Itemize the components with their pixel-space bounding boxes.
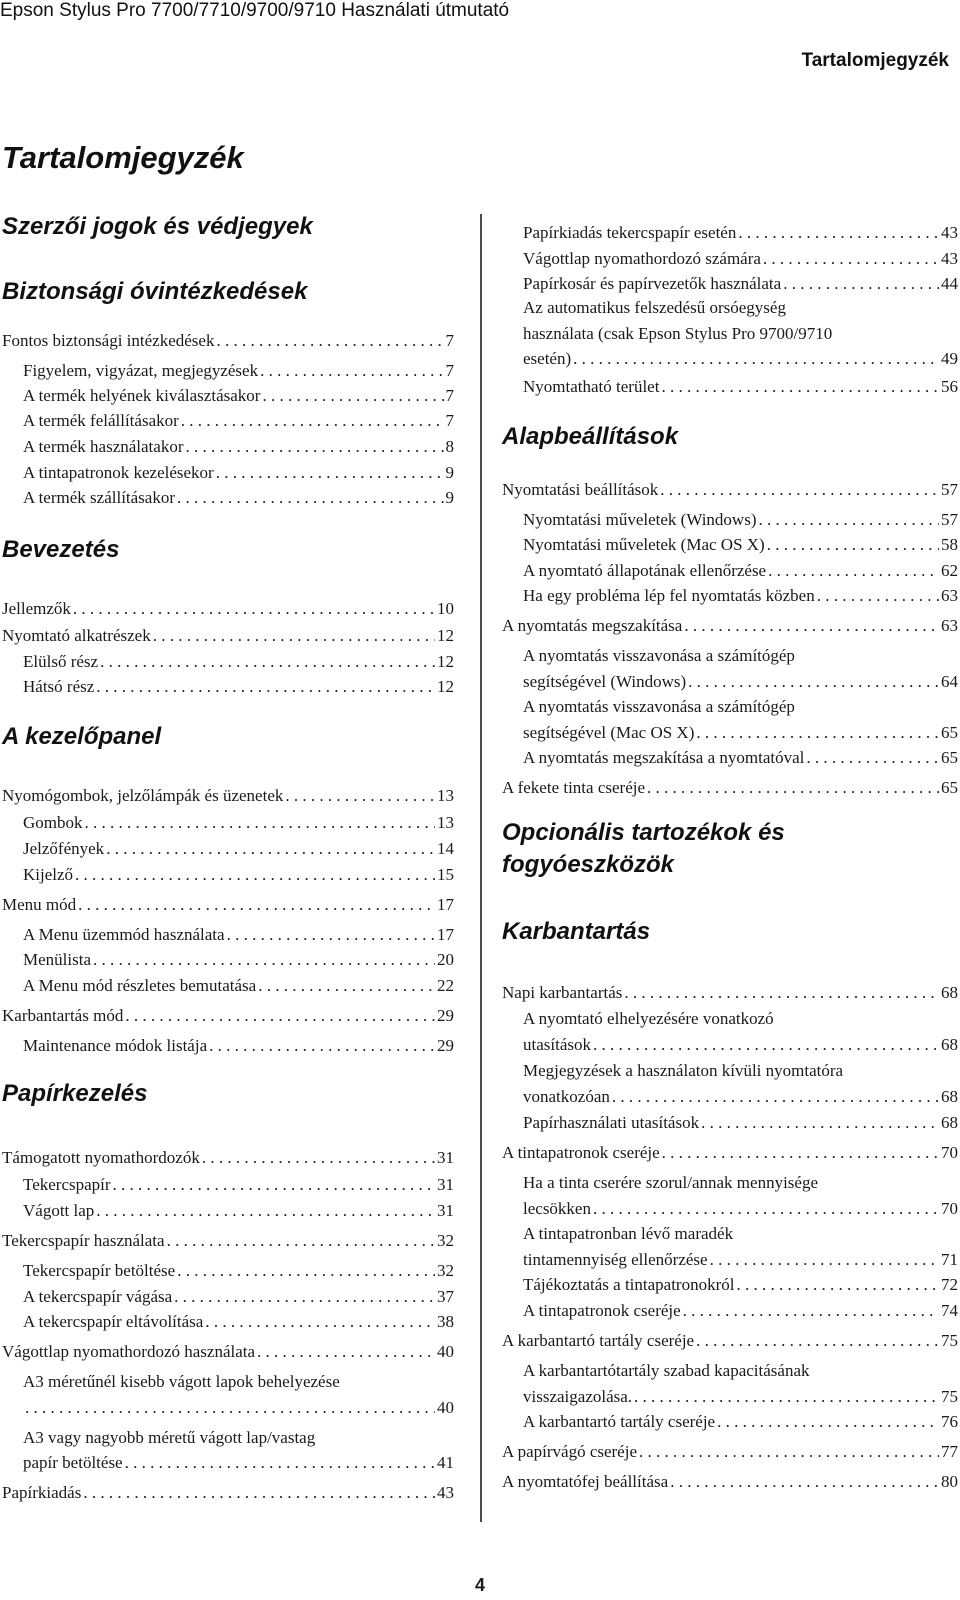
toc-entry — [23, 361, 454, 381]
toc-leader-dots — [696, 1331, 939, 1351]
toc-entry — [523, 377, 958, 397]
toc-entry — [502, 983, 958, 1003]
toc-entry-text: A termék felállításakor — [23, 411, 179, 430]
toc-entry — [23, 1398, 454, 1418]
toc-entry-text: A tekercspapír vágása — [23, 1287, 173, 1306]
toc-leader-dots — [285, 786, 435, 806]
toc-page-number: 40 — [437, 1342, 454, 1361]
toc-entry-text: Nyomtatható terület — [523, 377, 660, 396]
toc-entry — [23, 677, 454, 697]
toc-entry-text: A karbantartó tartály cseréje — [523, 1412, 716, 1431]
toc-entry-text: Jelzőfények — [23, 839, 105, 858]
toc-entry-text: A3 méretűnél kisebb vágott lapok behelyezése — [23, 1372, 340, 1391]
toc-page-number: 7 — [445, 331, 454, 350]
toc-section-heading: Biztonsági óvintézkedések — [2, 278, 308, 305]
toc-leader-dots — [125, 1006, 435, 1026]
toc-entry-text: papír betöltése — [23, 1453, 123, 1472]
toc-entry-text: vonatkozóan — [523, 1087, 610, 1106]
toc-entry — [23, 488, 454, 508]
toc-leader-dots — [258, 976, 435, 996]
toc-entry — [23, 437, 454, 457]
toc-leader-dots — [96, 677, 435, 697]
toc-section-heading: Papírkezelés — [2, 1080, 148, 1107]
toc-entry — [2, 786, 454, 806]
toc-leader-dots — [177, 488, 443, 508]
toc-page-number: 12 — [437, 677, 454, 696]
toc-page-number: 75 — [941, 1387, 958, 1406]
toc-entry — [523, 535, 958, 555]
toc-page-number: 68 — [941, 1035, 958, 1054]
toc-page-number: 12 — [437, 652, 454, 671]
toc-page-number: 17 — [437, 895, 454, 914]
toc-entry — [23, 976, 454, 996]
page-title: Tartalomjegyzék — [2, 140, 244, 175]
toc-page-number: 68 — [941, 1087, 958, 1106]
toc-entry — [502, 1331, 958, 1351]
toc-entry — [523, 1113, 958, 1133]
toc-entry-text: Vágott lap — [23, 1201, 95, 1220]
toc-page-number: 65 — [941, 778, 958, 797]
toc-page-number: 31 — [437, 1148, 454, 1167]
toc-entry-text: Hátsó rész — [23, 677, 95, 696]
toc-leader-dots — [73, 599, 435, 619]
toc-leader-dots — [216, 463, 444, 483]
toc-page-number: 41 — [437, 1453, 454, 1472]
toc-page-number: 58 — [941, 535, 958, 554]
toc-entry — [23, 1175, 454, 1195]
toc-page-number: 7 — [445, 361, 454, 380]
toc-entry-text: Az automatikus felszedésű orsóegység — [523, 298, 786, 317]
toc-entry — [23, 865, 454, 885]
toc-entry-text: A nyomtató állapotának ellenőrzése — [523, 561, 767, 580]
toc-entry — [523, 274, 958, 294]
toc-entry-text: A termék helyének kiválasztásakor — [23, 386, 261, 405]
toc-page-number: 32 — [437, 1231, 454, 1250]
toc-entry — [502, 1143, 958, 1163]
toc-entry-text: A fekete tinta cseréje — [502, 778, 646, 797]
toc-entry-text: A karbantartó tartály cseréje — [502, 1331, 695, 1350]
toc-section-heading: Bevezetés — [2, 536, 120, 563]
toc-entry-text: Ha egy probléma lép fel nyomtatás közben — [523, 586, 815, 605]
toc-entry — [23, 463, 454, 483]
toc-entry-text: Elülső rész — [23, 652, 99, 671]
toc-leader-dots — [181, 411, 444, 431]
toc-page-number: 40 — [437, 1398, 454, 1417]
toc-entry-text: Vágottlap nyomathordozó használata — [2, 1342, 256, 1361]
toc-page-number: 8 — [445, 437, 454, 456]
toc-page-number: 17 — [437, 925, 454, 944]
toc-entry — [523, 561, 958, 581]
toc-leader-dots — [661, 377, 939, 397]
toc-section-heading: A kezelőpanel — [2, 723, 162, 750]
toc-entry-text: A nyomtatás megszakítása a nyomtatóval — [523, 748, 805, 767]
toc-entry — [23, 1312, 454, 1332]
toc-entry — [23, 1453, 454, 1473]
toc-leader-dots — [85, 813, 436, 833]
toc-entry-text: A termék használatakor — [23, 437, 184, 456]
toc-entry-text: visszaigazolása. — [523, 1387, 633, 1406]
toc-page-number: 29 — [437, 1036, 454, 1055]
toc-section-heading: Alapbeállítások — [502, 423, 679, 450]
toc-page-number: 74 — [941, 1301, 958, 1320]
toc-entry-text: Támogatott nyomathordozók — [2, 1148, 200, 1167]
toc-entry-text: Nyomtatási műveletek (Mac OS X) — [523, 535, 765, 554]
toc-leader-dots — [806, 748, 939, 768]
toc-page-number: 68 — [941, 983, 958, 1002]
toc-page-number: 63 — [941, 586, 958, 605]
toc-entry — [502, 616, 958, 636]
toc-page-number: 31 — [437, 1175, 454, 1194]
toc-entry-text: Papírhasználati utasítások — [523, 1113, 700, 1132]
toc-leader-dots — [186, 437, 444, 457]
toc-page-number: 70 — [941, 1199, 958, 1218]
toc-leader-dots — [738, 223, 939, 243]
toc-page-number: 63 — [941, 616, 958, 635]
toc-entry-text: Megjegyzések a használaton kívüli nyomtatóra — [523, 1061, 844, 1080]
toc-leader-dots — [202, 1148, 435, 1168]
toc-page-number: 75 — [941, 1331, 958, 1350]
toc-leader-dots — [205, 1312, 435, 1332]
toc-entry-text: Tekercspapír betöltése — [23, 1261, 176, 1280]
toc-entry — [2, 626, 454, 646]
toc-page-number: 49 — [941, 349, 958, 368]
toc-section-heading: Opcionális tartozékok és — [502, 819, 785, 846]
toc-entry — [523, 1412, 958, 1432]
toc-leader-dots — [612, 1087, 939, 1107]
toc-entry-text: A papírvágó cseréje — [502, 1442, 637, 1461]
toc-page-number: 31 — [437, 1201, 454, 1220]
toc-entry-text: utasítások — [523, 1035, 591, 1054]
toc-entry-text: A tintapatronban lévő maradék — [523, 1224, 734, 1243]
toc-page-number: 64 — [941, 672, 958, 691]
toc-page-number: 38 — [437, 1312, 454, 1331]
toc-entry — [523, 349, 958, 369]
toc-leader-dots — [262, 386, 443, 406]
toc-page-number: 43 — [941, 223, 958, 242]
toc-page-number: 77 — [941, 1442, 958, 1461]
toc-entry-text: A tintapatronok cseréje — [502, 1143, 660, 1162]
toc-entry-text: Vágottlap nyomathordozó számára — [523, 249, 761, 268]
toc-page-number: 57 — [941, 510, 958, 529]
toc-entry-text: A tintapatronok kezelésekor — [23, 463, 214, 482]
column-divider — [480, 214, 482, 1522]
toc-leader-dots — [209, 1036, 435, 1056]
toc-entry — [523, 1387, 958, 1407]
toc-entry — [523, 510, 958, 530]
toc-leader-dots — [593, 1199, 939, 1219]
toc-page-number: 13 — [437, 813, 454, 832]
toc-entry — [2, 1483, 454, 1503]
toc-leader-dots — [768, 561, 939, 581]
toc-leader-dots — [710, 1250, 939, 1270]
toc-page-number: 72 — [941, 1275, 958, 1294]
toc-entry-text: A nyomtatófej beállítása — [502, 1472, 669, 1491]
toc-leader-dots — [153, 626, 435, 646]
toc-page-number: 70 — [941, 1143, 958, 1162]
toc-entry — [23, 386, 454, 406]
toc-page-number: 13 — [437, 786, 454, 805]
toc-entry — [2, 1148, 454, 1168]
toc-leader-dots — [684, 616, 939, 636]
toc-entry — [523, 748, 958, 768]
toc-leader-dots — [125, 1453, 435, 1473]
toc-leader-dots — [78, 895, 435, 915]
toc-entry-text: esetén) — [523, 349, 572, 368]
toc-entry-text: Jellemzők — [2, 599, 71, 618]
toc-page-number: 14 — [437, 839, 454, 858]
toc-entry-text: Papírkosár és papírvezetők használata — [523, 274, 782, 293]
toc-entry — [2, 895, 454, 915]
toc-entry-text: lecsökken — [523, 1199, 591, 1218]
toc-entry — [2, 331, 454, 351]
toc-entry — [23, 813, 454, 833]
toc-leader-dots — [662, 1143, 939, 1163]
toc-leader-dots — [260, 361, 443, 381]
toc-page-number: 7 — [445, 386, 454, 405]
toc-page-number: 71 — [941, 1250, 958, 1269]
toc-page-number: 76 — [941, 1412, 958, 1431]
toc-entry-text: Papírkiadás — [2, 1483, 82, 1502]
toc-leader-dots — [683, 1301, 939, 1321]
toc-leader-dots — [783, 274, 939, 294]
toc-entry — [23, 1201, 454, 1221]
toc-leader-dots — [96, 1201, 435, 1221]
toc-entry-text: tintamennyiség ellenőrzése — [523, 1250, 708, 1269]
toc-leader-dots — [167, 1231, 435, 1251]
toc-entry-text: Fontos biztonsági intézkedések — [2, 331, 215, 350]
toc-leader-dots — [660, 480, 939, 500]
toc-leader-dots — [647, 778, 939, 798]
toc-entry — [523, 1301, 958, 1321]
toc-entry-text: Tájékoztatás a tintapatronokról — [523, 1275, 735, 1294]
toc-entry-text: A karbantartótartály szabad kapacitásának — [523, 1361, 810, 1380]
toc-section-heading: fogyóeszközök — [502, 851, 675, 878]
toc-section-heading: Szerzői jogok és védjegyek — [2, 213, 313, 240]
toc-leader-dots — [817, 586, 939, 606]
toc-entry-text: A nyomtatás megszakítása — [502, 616, 683, 635]
toc-page-number: 44 — [941, 274, 958, 293]
toc-leader-dots — [767, 535, 939, 555]
toc-page-number: 9 — [445, 463, 454, 482]
toc-page-number: 62 — [941, 561, 958, 580]
toc-entry — [2, 1342, 454, 1362]
toc-leader-dots — [106, 839, 435, 859]
toc-page-number: 68 — [941, 1113, 958, 1132]
toc-entry-text: A3 vagy nagyobb méretű vágott lap/vastag — [23, 1428, 316, 1447]
toc-entry-text: Nyomtatási beállítások — [502, 480, 659, 499]
toc-leader-dots — [763, 249, 939, 269]
toc-page-number: 20 — [437, 950, 454, 969]
toc-entry-text: Tekercspapír használata — [2, 1231, 165, 1250]
toc-entry-text: Figyelem, vigyázat, megjegyzések — [23, 361, 259, 380]
toc-leader-dots — [624, 983, 939, 1003]
toc-entry — [23, 1261, 454, 1281]
toc-section-heading: Karbantartás — [502, 918, 651, 945]
toc-page-number: 9 — [445, 488, 454, 507]
toc-entry-text: A Menu üzemmód használata — [23, 925, 225, 944]
toc-page-number: 57 — [941, 480, 958, 499]
toc-entry-text: A termék szállításakor — [23, 488, 176, 507]
toc-entry — [523, 1087, 958, 1107]
toc-entry-text: A Menu mód részletes bemutatása — [23, 976, 257, 995]
toc-entry-text: Kijelző — [23, 865, 74, 884]
toc-entry-text: A nyomtató elhelyezésére vonatkozó — [523, 1009, 774, 1028]
toc-entry-text: Nyomtatási műveletek (Windows) — [523, 510, 757, 529]
toc-entry-text: használata (csak Epson Stylus Pro 9700/9710 — [523, 324, 833, 343]
toc-entry-text: Nyomógombok, jelzőlámpák és üzenetek — [2, 786, 284, 805]
toc-leader-dots — [257, 1342, 435, 1362]
toc-entry — [523, 723, 958, 743]
toc-entry — [523, 672, 958, 692]
toc-leader-dots — [696, 723, 939, 743]
toc-entry — [502, 778, 958, 798]
toc-entry-text: Menülista — [23, 950, 91, 969]
toc-page-number: 37 — [437, 1287, 454, 1306]
toc-leader-dots — [100, 652, 435, 672]
toc-entry — [23, 1036, 454, 1056]
toc-entry-text: Karbantartás mód — [2, 1006, 124, 1025]
toc-leader-dots — [174, 1287, 435, 1307]
toc-entry-text: Nyomtató alkatrészek — [2, 626, 151, 645]
toc-entry-text: Ha a tinta cserére szorul/annak mennyisége — [523, 1173, 819, 1192]
toc-leader-dots — [717, 1412, 939, 1432]
toc-leader-dots — [227, 925, 435, 945]
toc-entry — [502, 1442, 958, 1462]
toc-page-number: 56 — [941, 377, 958, 396]
toc-entry — [523, 223, 958, 243]
toc-leader-dots — [758, 510, 939, 530]
toc-entry — [23, 652, 454, 672]
toc-entry — [502, 480, 958, 500]
toc-entry — [23, 950, 454, 970]
toc-entry — [523, 1250, 958, 1270]
toc-entry-text: A nyomtatás visszavonása a számítógép — [523, 646, 795, 665]
toc-entry — [23, 1287, 454, 1307]
toc-page-number: 32 — [437, 1261, 454, 1280]
toc-page-number: 15 — [437, 865, 454, 884]
toc-page-number: 22 — [437, 976, 454, 995]
toc-entry — [23, 839, 454, 859]
toc-page-number: 10 — [437, 599, 454, 618]
toc-entry — [502, 1472, 958, 1492]
toc-entry — [2, 1006, 454, 1026]
toc-entry-text: Menu mód — [2, 895, 77, 914]
toc-leader-dots — [113, 1175, 435, 1195]
toc-entry-text: Gombok — [23, 813, 83, 832]
toc-leader-dots — [736, 1275, 939, 1295]
toc-leader-dots — [93, 950, 435, 970]
toc-entry — [523, 586, 958, 606]
toc-leader-dots — [670, 1472, 939, 1492]
toc-entry — [23, 411, 454, 431]
toc-entry — [523, 1275, 958, 1295]
toc-page-number: 43 — [437, 1483, 454, 1502]
running-header-product: Epson Stylus Pro 7700/7710/9700/9710 Használati útmutató — [0, 0, 510, 21]
toc-entry-text: Papírkiadás tekercspapír esetén — [523, 223, 737, 242]
toc-page-number: 7 — [445, 411, 454, 430]
toc-leader-dots — [639, 1442, 939, 1462]
toc-entry-text: A tekercspapír eltávolítása — [23, 1312, 204, 1331]
toc-entry — [23, 925, 454, 945]
toc-leader-dots — [216, 331, 443, 351]
toc-page-number: 65 — [941, 723, 958, 742]
toc-leader-dots — [701, 1113, 939, 1133]
toc-page-number: 80 — [941, 1472, 958, 1491]
page-number: 4 — [474, 1575, 485, 1595]
toc-entry-text: Tekercspapír — [23, 1175, 111, 1194]
toc-leader-dots — [688, 672, 939, 692]
running-header-section: Tartalomjegyzék — [801, 50, 949, 71]
toc-leader-dots — [75, 865, 435, 885]
toc-entry — [523, 1199, 958, 1219]
toc-page-number: 65 — [941, 748, 958, 767]
toc-page-number: 12 — [437, 626, 454, 645]
toc-leader-dots — [573, 349, 939, 369]
toc-entry-text: Maintenance módok listája — [23, 1036, 208, 1055]
toc-entry — [2, 599, 454, 619]
toc-entry — [523, 249, 958, 269]
toc-leader-dots — [25, 1398, 435, 1418]
toc-leader-dots — [593, 1035, 939, 1055]
toc-entry-text: segítségével (Mac OS X) — [523, 723, 695, 742]
toc-entry-text: A tintapatronok cseréje — [523, 1301, 681, 1320]
toc-entry — [523, 1035, 958, 1055]
toc-leader-dots — [177, 1261, 435, 1281]
toc-entry-text: segítségével (Windows) — [523, 672, 687, 691]
toc-entry-text: Napi karbantartás — [502, 983, 623, 1002]
toc-page-number: 29 — [437, 1006, 454, 1025]
toc-entry-text: A nyomtatás visszavonása a számítógép — [523, 697, 795, 716]
toc-entry — [2, 1231, 454, 1251]
toc-leader-dots — [83, 1483, 435, 1503]
toc-leader-dots — [634, 1387, 939, 1407]
toc-page-number: 43 — [941, 249, 958, 268]
